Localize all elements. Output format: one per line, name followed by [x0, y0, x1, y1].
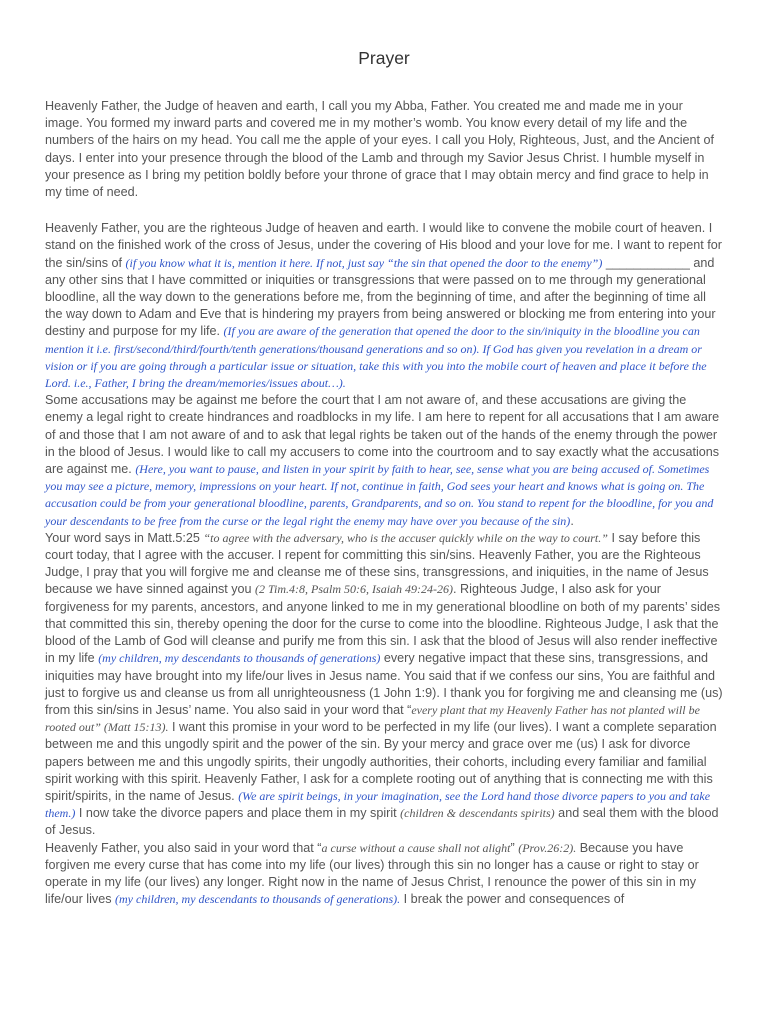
scripture-quote: every plant that my Heavenly Father has not planted will be rooted out” (Matt 15:13). [45, 702, 700, 735]
paragraph-text: ” [510, 840, 519, 855]
paragraph-text: Because you have forgiven me every curse that has come into my life (our lives) through this sin no longer has a cause or right to stay or operate in my life (our lives) any longer. Right now in the name of Jesus Christ, I renounce the power of this sin in my life/our lives [45, 840, 699, 907]
instruction-note: (If you are aware of the generation that opened the door to the sin/iniquity in the bloodline you can mention it i.e. first/second/third/fourth/tenth generations/thousand generations and so on). If God has given you revelation in a dream or vision or if you are going through a particular issue or situation, take this with you into the mobile court of heaven and place it before the Lord. i.e., Father, I bring the dream/memories/issues about…). [45, 324, 707, 391]
paragraph-text: . Righteous Judge, I also ask for your forgiveness for my parents, ancestors, and anyone linked to me in my generational bloodline on both of my parents’ sides that committed this sin, thereby opening the door for the curse to come into the bloodline. Righteous Judge, I ask that the blood of the Lamb of God will cleanse and purify me from this sin. I ask that the blood of Jesus will also render ineffective in my life [45, 582, 721, 666]
paragraph-text: every negative impact that these sins, transgressions, and iniquities may have brought into my life/our lives in Jesus name. You said that if we confess our sins, You are faithful and just to forgive us and cleanse us from all unrighteousness (1 John 1:9). I thank you for forgiving me and cleansing me (us) from this sin/sins in Jesus’ name. You also said in your word that “ [45, 651, 723, 717]
instruction-note: (Here, you want to pause, and listen in your spirit by faith to hear, see, sense what you are being accused of. Sometimes you may see a picture, memory, impressions on your heart. If not, continue in faith, God sees your heart and knows what is going on. The accusation could be from your generational bloodline, parents, Grandparents, and so on. You stand to repent for the bloodline, for you and your descendants to be free from the curse or the legal right the enemy may have over you because of the sin) [45, 462, 714, 528]
instruction-note: (We are spirit beings, in your imagination, see the Lord hand those divorce papers to you and take them.) [45, 788, 711, 821]
paragraph-text: Some accusations may be against me before the court that I am not aware of, and these accusations are giving the enemy a legal right to create hindrances and roadblocks in my life. I am here to repent for all accusations that I am aware of and those that I am not aware of and to ask that legal rights be taken out of the hands of the enemy through the power in the blood of Jesus. I would like to call my accusers to come into the courtroom and to say exactly what the accusations are against me. [45, 393, 720, 477]
instruction-note: (my children, my descendants to thousands of generations). [115, 892, 401, 907]
paragraph-text: I now take the divorce papers and place them in my spirit [75, 806, 401, 821]
scripture-aside: (children & descendants spirits) [400, 806, 555, 821]
paragraph-agreement [45, 530, 723, 840]
paragraph-repentance [45, 220, 723, 392]
scripture-reference: (Prov.26:2). [518, 840, 577, 855]
scripture-quote: a curse without a cause shall not alight [321, 840, 511, 855]
paragraph-text: ____________ and any other sins that I have committed or iniquities or transgressions that were passed on to me through my generational bloodline, all the way down to the generations before me, from the beginning of time, and after the beginning of time all the way down to Adam and Eve that is hindering my prayers from being answered or blocking me from entering into your destiny and purpose for my life. [45, 255, 716, 339]
paragraph-text: Heavenly Father, you also said in your word that “ [45, 840, 322, 855]
paragraph-text: and seal them with the blood of Jesus. [45, 806, 719, 838]
paragraph-curse [45, 840, 723, 909]
instruction-note: (my children, my descendants to thousands of generations) [98, 651, 381, 666]
paragraph-text: I break the power and consequences of [400, 892, 625, 907]
paragraph-text: Heavenly Father, the Judge of heaven and earth, I call you my Abba, Father. You created me and made me in your image. You formed my inward parts and covered me in my mother’s womb. You know every detail of my life and the numbers of the hairs on my head. You call me the apple of your eyes. I call you Holy, Righteous, Just, and the Ancient of days. I enter into your presence through the blood of the Lamb and through my Savior Jesus Christ. I humble myself in your presence as I bring my petition boldly before your throne of grace that I may obtain mercy and find grace to help in my time of need. [45, 99, 715, 200]
paragraph-invocation [45, 98, 723, 201]
paragraph-text: Heavenly Father, you are the righteous Judge of heaven and earth. I would like to convene the mobile court of heaven. I stand on the finished work of the cross of Jesus, under the covering of His blood and your love for me. I want to repent for the sin/sins of [45, 221, 722, 270]
instruction-note: (if you know what it is, mention it here. If not, just say “the sin that opened the door to the enemy”) [125, 255, 603, 270]
paragraph-accusations [45, 392, 723, 530]
page-title: Prayer [358, 48, 410, 68]
paragraph-text: I say before this court today, that I agree with the accuser. I repent for committing this sin/sins. Heavenly Father, you are the Righteous Judge, I pray that you will forgive me and cleanse me of these sins, transgressions, and iniquities, in the name of Jesus because we have sinned against you [45, 530, 709, 597]
paragraph-text: . [570, 513, 574, 528]
paragraph-text: I want this promise in your word to be perfected in my life (our lives). I want a complete separation between me and this ungodly spirit and the power of the sin. By your mercy and grace over me (us) I ask for divorce papers between me and this ungodly spirits, their ungodly authorities, their cohorts, including every familiar and familial spirit working with this spirit. Heavenly Father, I ask for a complete rooting out of anything that is connecting me with this spirit/spirits, in the name of Jesus. [45, 720, 717, 803]
paragraph-text: Your word says in Matt.5:25 [45, 530, 204, 545]
scripture-quote: “to agree with the adversary, who is the accuser quickly while on the way to court.” [203, 530, 608, 545]
scripture-reference: (2 Tim.4:8, Psalm 50:6, Isaiah 49:24-26) [255, 582, 454, 597]
